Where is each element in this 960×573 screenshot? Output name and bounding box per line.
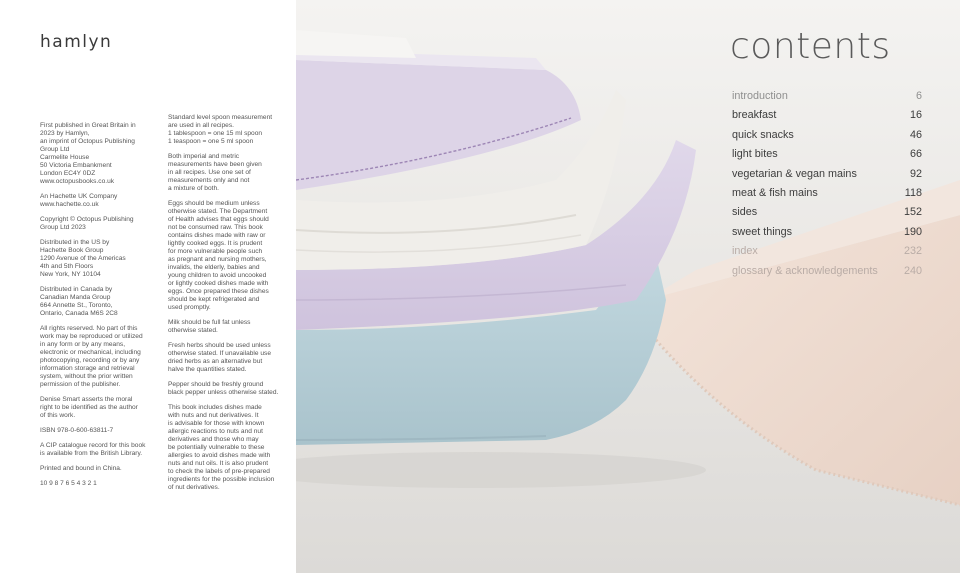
toc-entry-page: 46 bbox=[909, 128, 922, 141]
imprint-paragraph: An Hachette UK Company www.hachette.co.uk bbox=[40, 193, 118, 208]
toc-entry-label: sweet things bbox=[732, 225, 793, 238]
toc-entry-label: breakfast bbox=[732, 109, 777, 122]
imprint-paragraph: First published in Great Britain in 2023 by Hamlyn, an imprint of Octopus Publishing Group Ltd Carmelite House 50 Victoria Embankment London EC4Y 0DZ www.octopusbooks.co.uk bbox=[40, 122, 136, 185]
toc-entry[interactable] bbox=[732, 129, 922, 148]
imprint-column bbox=[40, 122, 160, 495]
toc-entry-page: 152 bbox=[903, 206, 922, 219]
toc-entry-page: 190 bbox=[903, 225, 922, 238]
toc-entry-page: 66 bbox=[909, 148, 922, 161]
toc-entry[interactable] bbox=[732, 187, 922, 206]
isbn-text: ISBN 978-0-600-63811-7 bbox=[40, 427, 114, 434]
contents-heading: contents bbox=[730, 26, 891, 67]
toc-entry-page: 16 bbox=[909, 109, 922, 122]
notes-column bbox=[168, 114, 286, 499]
folded-towels-photo bbox=[296, 0, 960, 573]
toc-entry[interactable] bbox=[732, 206, 922, 225]
toc-entry-label: introduction bbox=[732, 90, 788, 102]
print-line: 10 9 8 7 6 5 4 3 2 1 bbox=[40, 480, 97, 487]
toc-entry-label: glossary & acknowledgements bbox=[732, 264, 878, 277]
toc-entry-page: 232 bbox=[903, 245, 922, 258]
note-paragraph: Eggs should be medium unless otherwise stated. The Department of Health advises that eggs should not be consumed raw. This book contains dishes made with raw or lightly cooked eggs. It is prudent for more vulnerable people such as pregnant and nursing mothers, invalids, the elderly, babies and young children to avoid uncooked or lightly cooked dishes made with eggs. Once prepared these dishes should be kept refrigerated and used promptly. bbox=[168, 200, 269, 311]
toc-entry-label: light bites bbox=[732, 148, 778, 161]
imprint-paragraph: All rights reserved. No part of this work may be reproduced or utilized in any form or by any means, electronic or mechanical, including photocopying, recording or by any information storage and retrieval system, without the prior written permission of the publisher. bbox=[40, 325, 143, 388]
toc-entry-page: 240 bbox=[903, 264, 922, 277]
toc-entry-page: 118 bbox=[904, 186, 922, 199]
note-paragraph: Fresh herbs should be used unless otherwise stated. If unavailable use dried herbs as an alternative but halve the quantities stated. bbox=[168, 342, 271, 373]
toc-entry[interactable] bbox=[732, 265, 922, 284]
imprint-paragraph: Denise Smart asserts the moral right to be identified as the author of this work. bbox=[40, 396, 138, 419]
contents-page bbox=[296, 0, 960, 573]
toc-entry-label: vegetarian & vegan mains bbox=[732, 167, 857, 180]
toc-entry-page: 92 bbox=[909, 167, 922, 180]
toc-entry-label: quick snacks bbox=[732, 128, 794, 141]
toc-entry[interactable] bbox=[732, 109, 922, 128]
note-paragraph: Milk should be full fat unless otherwise stated. bbox=[168, 319, 251, 334]
table-of-contents bbox=[732, 90, 922, 284]
imprint-paragraph: Printed and bound in China. bbox=[40, 465, 122, 472]
note-paragraph: Standard level spoon measurement are used in all recipes. 1 tablespoon = one 15 ml spoon 1 teaspoon = one 5 ml spoon bbox=[168, 114, 273, 145]
note-paragraph: This book includes dishes made with nuts and nut derivatives. It is advisable for those with known allergic reactions to nuts and nut derivatives and those who may be potentially vulnerable to these allergies to avoid dishes made with nuts and nut oils. It is also prudent to check the labels of pre-prepared ingredients for the possible inclusion of nut derivatives. bbox=[168, 404, 275, 491]
imprint-paragraph: Distributed in Canada by Canadian Manda Group 664 Annette St., Toronto, Ontario, Canada M6S 2C8 bbox=[40, 286, 118, 317]
toc-entry-label: meat & fish mains bbox=[732, 186, 818, 199]
publisher-logo: hamlyn bbox=[40, 32, 113, 52]
toc-entry-page: 6 bbox=[915, 90, 922, 102]
imprint-paragraph: A CIP catalogue record for this book is available from the British Library. bbox=[40, 442, 146, 457]
copyright-page bbox=[0, 0, 296, 573]
imprint-paragraph: Copyright © Octopus Publishing Group Ltd 2023 bbox=[40, 216, 134, 231]
toc-entry[interactable] bbox=[732, 245, 922, 264]
imprint-paragraph: Distributed in the US by Hachette Book Group 1290 Avenue of the Americas 4th and 5th Floors New York, NY 10104 bbox=[40, 239, 126, 278]
toc-entry[interactable] bbox=[732, 90, 922, 109]
toc-entry-label: index bbox=[732, 245, 758, 258]
toc-entry[interactable] bbox=[732, 148, 922, 167]
note-paragraph: Pepper should be freshly ground black pepper unless otherwise stated. bbox=[168, 381, 279, 396]
toc-entry[interactable] bbox=[732, 168, 922, 187]
note-paragraph: Both imperial and metric measurements have been given in all recipes. Use one set of measurements only and not a mixture of both. bbox=[168, 153, 262, 192]
toc-entry-label: sides bbox=[732, 206, 758, 219]
toc-entry[interactable] bbox=[732, 226, 922, 245]
